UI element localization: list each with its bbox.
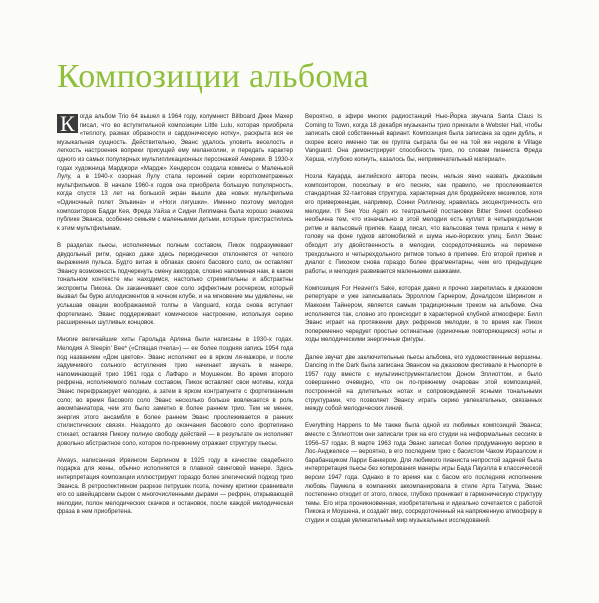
paragraph-everything-happens: Everything Happens to Me также была одной из любимых композиций Эванса; вместе с Эллиоттом они записали трек на его студии на неформальных сессиях в 1956–57 годах. В марте 1963 года Эванс записал более продуманную версию в Лос-Анджелесе — вероятно, в его последнем трио с басистом Чаком Израэлсом и барабанщиком Ларри Банкером. Для любимого пианиста непростой задачей была интерпретация пьесы без копирования манеры игры Бада Пауэлла в классической версии 1947 года. Однако в то время как с басом его последняя исполнение любовь Паумела в компаниях аккомпанировала в стиле Арта Татума, Эванс постепенно отходит от этого, плюсе, глубоко проникает в гармоническую структуру темы. Его игра проникновенная, изобретательна и идеально сочетается с работой Пикока и Моушена, и создаёт мир, сосредоточенный на напряженную атмосферу в студии и создав увлекательный мир музыкальных исследований.: [305, 422, 542, 524]
paragraph-text: огда альбом Trio 64 вышел в 1964 году, колумнист Billboard Джек Махер писал, что во вступительной композиции Little Lulu, которая приобрела «теплоту, размах образности и сардоническую нотку», раскрыта вся ее музыкальная сущность. Действительно, Эванс удалось уловить веселость и легкость настроения вопреки присущей ему меланхолии, и передать характер одного из самых популярных мультипликационных персонажей Америки. В 1930-х годах художница Марджори «Мардж» Хендерсон создала комиксы о Маленькой Лулу, а в 1940-х озорная Лулу стала героиней серии короткометражных мультфильмов. В начале 1960-х годов она приобрела большую популярность, когда спустя 13 лет на большой экран вышли два новых мультфильма «Одиночный полет Эльвина» и «Ноги лягушки». Именно поэтому мелодия композиторов Бадди Кея, Фреда Уайза и Сидни Липпмана была хорошо знакома публике Эванса, особенно семьям с маленькими детьми, которые пристрастились к этим мультфильмам.: [57, 113, 293, 232]
paragraph-for-heavens-sake: Композиция For Heaven's Sake, которая давно и прочно закрепилась в джазовом репертуаре и уже записывалась Эрроллом Гарнером, Доналдсом Ширингом и Маккоем Тайнером, является самым традиционным треком на альбоме. Она исполняется так, словно это происходит в характерной клубной атмосфере: Билл Эванс играет на протяжении двух рефренов мелодии, в то время как Пикок попеременно чередует простые остинатные (одиночные повторяющиеся) ноты и ходы мелодическими энергичные фигуры.: [305, 284, 542, 344]
paragraph-always: Always, написанная Ирвингом Берлином в 1925 году в качестве свадебного подарка для жены, обычно исполняется в плавной свинговой манере. Здесь интерпретация композиции иллюстрирует гораздо более элегический подход трио Эванса. В ретроспективном разрезе петрушек поэта, почему критики сравнивали его со швейцарским сыром с многочисленными дырами — рефрен, открывающей мелодии, полон мелодических скачков и остановок, после каждой мелодическая фраза в нем приобретена.: [57, 456, 293, 516]
paragraph-peacock-solo: В разделах пьесы, исполняемых полным составом, Пикок подразумевает двудольный ритм, однако даже здесь периодически отклоняется от четкого выражения пульса. Будто витая в облаках своего басового соло, он оставляет Эвансу возможность подчеркнуть смену аккордов, словно напоминая нам, в каком тональном контексте мы находимся, настолько стремительны и абстрактны экспромты Пикока. Он заканчивает свое соло эффектным росчерком, который вызвал бы бурю аплодисментов в ночном клубе, и на мгновение мы удивлены, не услышав овации воображаемой толпы в Vanguard, когда снова вступает фортепиано. Эванс поддерживает комическое настроение, используя серию расширенных шутливых концовок.: [57, 241, 293, 327]
paragraph-ill-see-you-again: Нозла Кауарда, английского автора песен, нельзя явно назвать джазовым композитором, поскольку в его песнях, как правило, не прослеживается стандартная 32-тактовая структура, характерная для бродвейских мюзиклов, хотя его приверженцам, например, Сонни Роллинзу, нравилась эксцентричность его мелодии. I'll See You Again из театральной постановки Bitter Sweet особенно необычна тем, что изначально в этой мелодии есть куплет в четырехдольном ритме и вальсовый припев. Каард писал, что вальсовая тема пришла к нему в голову на фоне гудков автомобилей и шума нью-йоркских улиц. Билл Эванс обходит эту двойственность в мелодии, сосредоточившись на перемене трехдольного и четырехдольного ритмов только в припеве. Его второй припев и диалог с Пикоком снова гораздо более фрагментарны, чем его предыдущие работы, и мелодия развивается маленькими шажками.: [305, 173, 542, 275]
page-title: Композиции альбома: [57, 58, 370, 95]
paragraph-santa-claus: Вероятно, в эфире многих радиостанций Нью-Йорка звучала Santa Claus Is Coming to Town, когда 18 декабря музыканты трио приехали в Webster Hall, чтобы записать свой собственный вариант. Композиция была записана за один дубль, и скорее всего именно так ее группа сыграла бы ее на той же неделе в Village Vanguard. Она демонстрирует способность трио, по словам пианиста Фреда Херша, «глубоко копнуть, казалось бы, непримечательный материал».: [305, 113, 542, 163]
paragraph-sleepin-bee: Многие величайшие хиты Гарольда Арлена были написаны в 1930-х годах. Мелодия A Sleepin' Bee* («Спящая пчела») — ее более поздняя запись 1954 года под названием «Дом цветов». Эванс исполняет ее в ярком ля-мажоре, и после задумчивого сольного вступления трио начинает звучать в манере, напоминающей трио 1961 года с ЛаФаро и Моушеном. Во время второго рефрена, исполняемого полным составом, Пикок вставляет свои мотивы, когда Эванс перефразирует мелодию, а затем в ярком контрапункте с фортепианным соло; во время басового соло Эванс несколько больше вовлекается в роль аккомпаниатора, чем это было заметно в более раннем трио. Тем не менее, энергия этого ансамбля в более раннем Эванс прослеживается в ранних стилистических связях. Незадолго до окончания басового соло фортепиано стихает, оставляя Пикоку полную свободу действий — в результате он исполняет довольно абстрактное соло, которое по-прежнему отражает структуру пьесы.: [57, 336, 293, 447]
drop-cap: К: [57, 114, 78, 133]
right-column: [305, 113, 542, 534]
paragraph-dancing-in-the-dark: Далее звучат две заключительные пьесы альбома, его художественные вершины. Dancing in the Dark была записана Эвансом на джазовом фестивале в Ньюпорте в 1957 году вместе с мультиинструменталистом Доном Эллиоттом, и было совершенно очевидно, что он по-прежнему очарован этой композицией, построенной на длительных нотах и сопровождаемой ясными тональными структурами, что позволяет Эвансу играть серию увлекательных, связанных между собой мелодических линий.: [305, 353, 542, 413]
paragraph-little-lulu: [57, 113, 293, 233]
left-column: [57, 113, 293, 526]
